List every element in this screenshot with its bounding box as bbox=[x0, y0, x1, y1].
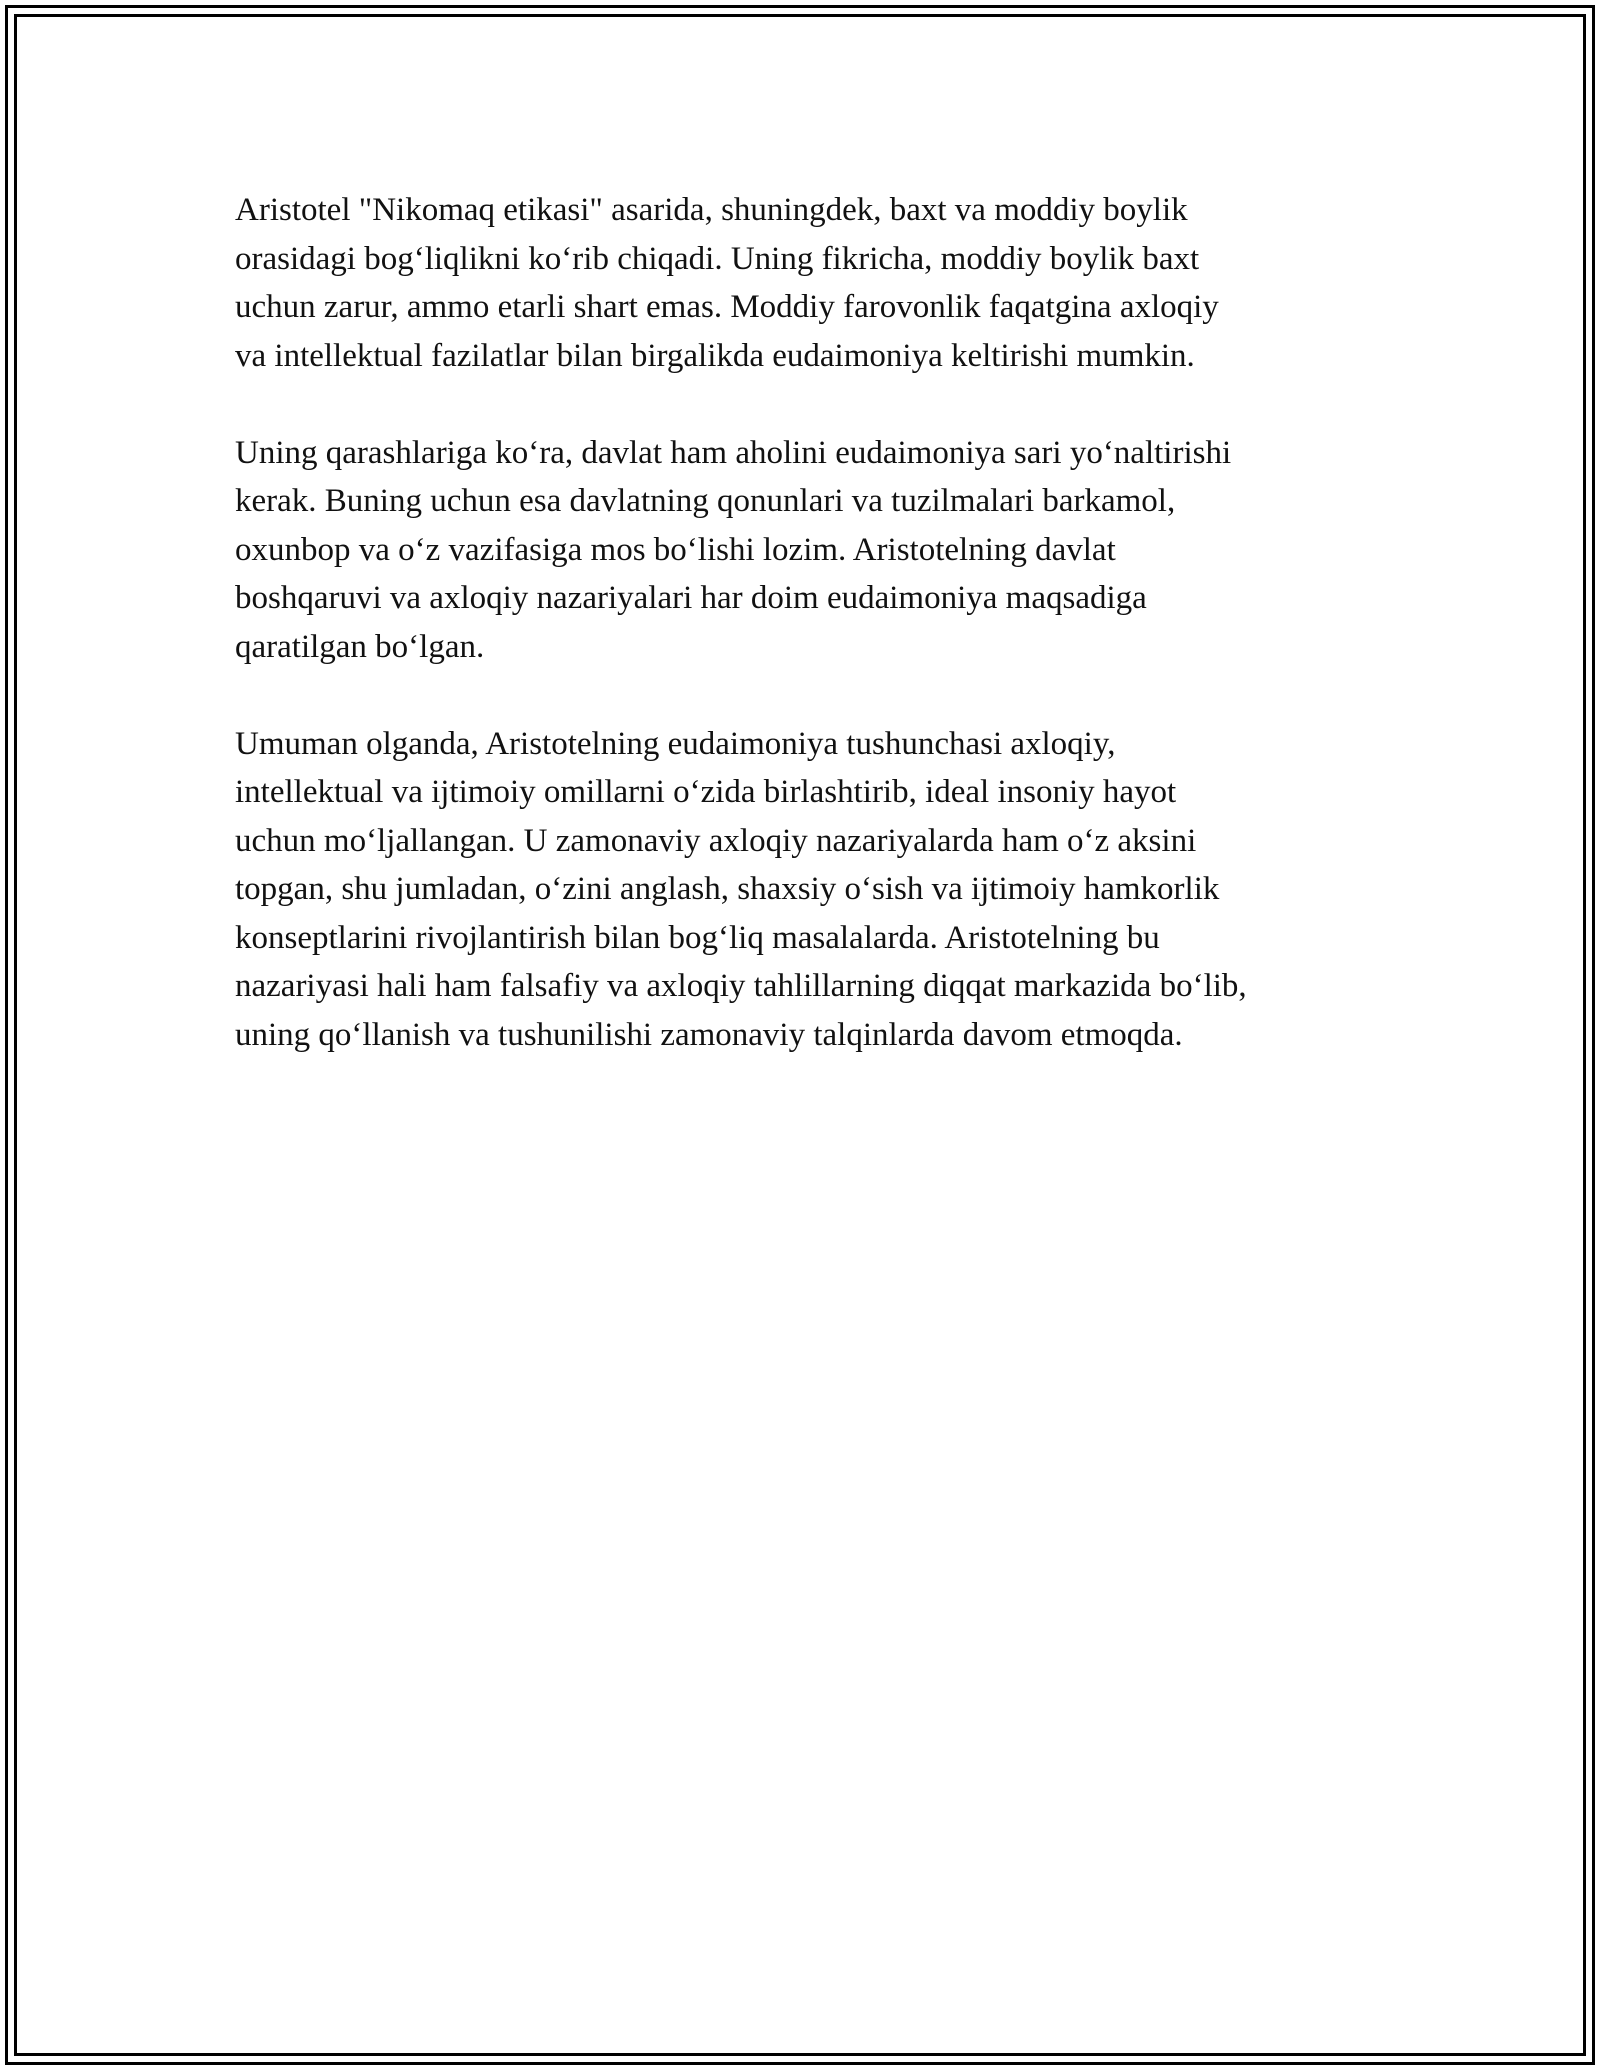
paragraph-1 bbox=[235, 186, 1375, 380]
paragraph-line: nazariyasi hali ham falsafiy va axloqiy tahlillarning diqqat markazida bo‘lib, bbox=[235, 968, 1247, 1004]
paragraph-line: konseptlarini rivojlantirish bilan bog‘liq masalalarda. Aristotelning bu bbox=[235, 919, 1160, 956]
paragraph-line: boshqaruvi va axloqiy nazariyalari har doim eudaimoniya maqsadiga bbox=[235, 580, 1147, 616]
paragraph-3 bbox=[235, 720, 1375, 1060]
paragraph-line: oxunbop va o‘z vazifasiga mos bo‘lishi lozim. Aristotelning davlat bbox=[235, 531, 1116, 568]
paragraph-line: qaratilgan bo‘lgan. bbox=[235, 628, 485, 665]
paragraph-line: intellektual va ijtimoiy omillarni o‘zida birlashtirib, ideal insoniy hayot bbox=[235, 774, 1177, 810]
paragraph-line: uchun mo‘ljallangan. U zamonaviy axloqiy nazariyalarda ham o‘z aksini bbox=[235, 822, 1197, 859]
paragraph-line: kerak. Buning uchun esa davlatning qonunlari va tuzilmalari barkamol, bbox=[235, 483, 1176, 519]
paragraph-line: orasidagi bog‘liqlikni ko‘rib chiqadi. Uning fikricha, moddiy boylik baxt bbox=[235, 240, 1200, 277]
document-body bbox=[235, 186, 1375, 1108]
paragraph-line: uchun zarur, ammo etarli shart emas. Moddiy farovonlik faqatgina axloqiy bbox=[235, 289, 1219, 325]
paragraph-line: uning qo‘llanish va tushunilishi zamonaviy talqinlarda davom etmoqda. bbox=[235, 1016, 1183, 1053]
paragraph-line: topgan, shu jumladan, o‘zini anglash, shaxsiy o‘sish va ijtimoiy hamkorlik bbox=[235, 871, 1220, 907]
paragraph-line: Aristotel "Nikomaq etikasi" asarida, shuningdek, baxt va moddiy boylik bbox=[235, 192, 1188, 228]
paragraph-line: Uning qarashlariga ko‘ra, davlat ham aholini eudaimoniya sari yo‘naltirishi bbox=[235, 434, 1232, 471]
paragraph-line: va intellektual fazilatlar bilan birgalikda eudaimoniya keltirishi mumkin. bbox=[235, 337, 1195, 374]
paragraph-2 bbox=[235, 429, 1375, 672]
paragraph-line: Umuman olganda, Aristotelning eudaimoniya tushunchasi axloqiy, bbox=[235, 725, 1116, 762]
